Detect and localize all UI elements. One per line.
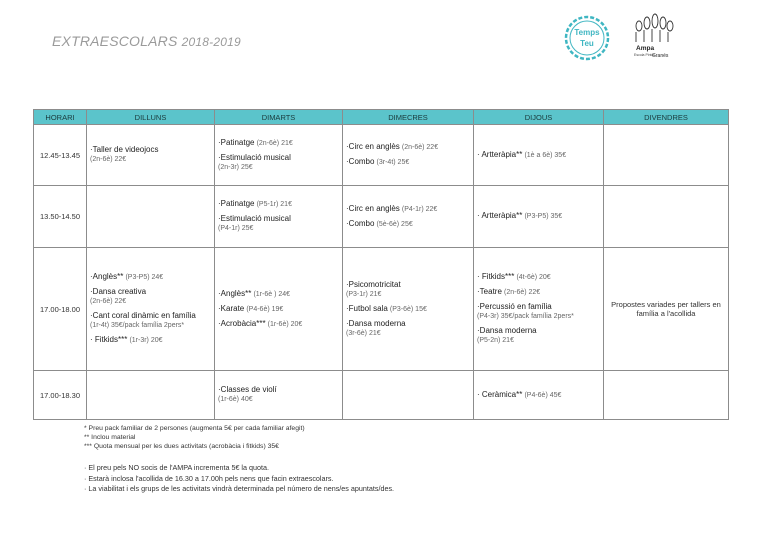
svg-text:Teu: Teu <box>580 39 594 48</box>
activity-name: · Artteràpia** <box>477 149 523 159</box>
activity-entry <box>218 153 339 173</box>
cell-dimarts <box>215 125 343 186</box>
activity-detail: (3r-4t) 25€ <box>376 159 410 166</box>
table-row <box>34 371 729 420</box>
activity-entry <box>90 311 211 331</box>
activity-name: ·Anglès** <box>218 288 252 298</box>
activity-detail: (P3-6è) 15€ <box>389 305 427 313</box>
header-dimecres: DIMECRES <box>343 110 474 125</box>
activity-name: ·Anglès** <box>90 272 124 281</box>
activity-detail: (P5-2n) 21€ <box>477 337 514 344</box>
activity-entry <box>218 304 339 315</box>
activity-entry <box>346 319 470 339</box>
activity-detail: (2n-6è) 22€ <box>90 298 127 305</box>
activity-name: · Fitkids*** <box>477 272 515 281</box>
activity-detail: (1r-6è) 20€ <box>267 320 303 328</box>
general-note: · Estarà inclosa l'acollida de 16.30 a 17.00h pels nens que facin extraescolars. <box>84 473 334 483</box>
activity-entry <box>346 280 470 300</box>
cell-dimarts <box>215 248 343 371</box>
activity-name: ·Dansa moderna <box>346 318 406 328</box>
activity-name: ·Patinatge <box>218 137 255 147</box>
table-row <box>34 186 729 248</box>
general-note: · La viabilitat i els grups de les activitats vindrà determinada pel número de nens/es apuntats/des. <box>84 484 395 493</box>
activity-name: ·Classes de violí <box>218 385 277 394</box>
activity-detail: (3r-6è) 21€ <box>346 329 381 337</box>
activity-entry <box>90 335 211 346</box>
cell-dimecres <box>343 186 474 248</box>
activity-detail: (4t-6è) 20€ <box>516 274 551 281</box>
activity-detail: (2n-6è) 22€ <box>401 144 439 151</box>
footnotes <box>84 424 305 452</box>
activity-name: ·Circ en anglès <box>346 142 400 151</box>
cell-dimecres <box>343 248 474 371</box>
cell-dilluns <box>87 248 215 371</box>
table-row <box>34 125 729 186</box>
table-header-row <box>34 110 729 125</box>
activity-name: · Fitkids*** <box>90 335 128 344</box>
activity-entry <box>477 302 600 322</box>
activity-name: ·Karate <box>218 303 245 313</box>
activity-name: ·Dansa creativa <box>90 287 147 296</box>
activity-detail: (2n-6è) 21€ <box>256 139 293 147</box>
header-horari: HORARI <box>34 110 87 125</box>
activity-detail: (5è-6è) 25€ <box>376 220 413 228</box>
activity-name: ·Percussió en família <box>477 302 552 311</box>
activity-name: ·Cant coral dinàmic en família <box>90 311 196 320</box>
schedule-table <box>33 109 729 420</box>
activity-entry <box>218 319 339 330</box>
svg-text:Temps: Temps <box>574 28 600 37</box>
activity-detail: (P3-1r) 21€ <box>346 290 382 298</box>
footnote: *** Quota mensual per les dues activitats (acrobàcia i fitkids) 35€ <box>84 443 279 451</box>
activity-detail: (1r-4t) 35€/pack família 2pers* <box>90 322 185 329</box>
activity-name: ·Estimulació musical <box>218 214 291 223</box>
cell-dijous <box>474 186 604 248</box>
cell-divendres <box>604 186 729 248</box>
activity-name: ·Acrobàcia*** <box>218 318 266 328</box>
activity-entry <box>90 145 211 165</box>
activity-name: ·Estimulació musical <box>218 152 291 162</box>
cell-dilluns <box>87 186 215 248</box>
activity-detail: (P5-1r) 21€ <box>256 201 292 208</box>
activity-name: ·Patinatge <box>218 199 255 208</box>
activity-detail: (P4-3r) 35€/pack família 2pers* <box>477 313 574 320</box>
svg-text:Granés: Granés <box>652 53 669 59</box>
activity-detail: (2n-6è) 22€ <box>504 289 541 296</box>
svg-text:Ampa: Ampa <box>636 45 655 52</box>
activity-entry <box>218 199 339 210</box>
cell-dijous <box>474 371 604 420</box>
activity-detail: (1r-6è ) 24€ <box>253 290 291 298</box>
cell-dimecres <box>343 125 474 186</box>
activity-entry <box>90 272 211 283</box>
header-dilluns: DILLUNS <box>87 110 215 125</box>
activity-detail: (P4-6è) 45€ <box>524 391 562 399</box>
activity-entry <box>477 211 600 222</box>
activity-entry <box>218 138 339 149</box>
activity-entry <box>346 142 470 153</box>
table-row <box>34 248 729 371</box>
activity-detail: (1è a 6è) 35€ <box>524 151 567 159</box>
footnote: ** Inclou material <box>84 434 136 442</box>
time-cell: 17.00-18.30 <box>34 371 87 420</box>
activity-name: · Ceràmica** <box>477 389 523 399</box>
cell-divendres: Propostes variades per tallers en família a l'acollida <box>604 248 729 371</box>
page-title: EXTRAESCOLARS 2018-2019 <box>52 33 241 49</box>
header-divendres: DIVENDRES <box>604 110 729 125</box>
time-cell: 12.45-13.45 <box>34 125 87 186</box>
temps-teu-logo <box>563 14 611 62</box>
footnote: * Preu pack familiar de 2 persones (augmenta 5€ per cada familiar afegit) <box>84 425 305 432</box>
activity-entry <box>477 390 600 401</box>
activity-entry <box>346 204 470 215</box>
activity-entry <box>218 289 339 300</box>
activity-detail: (P3-P5) 35€ <box>524 213 563 220</box>
activity-entry <box>346 304 470 315</box>
activity-entry <box>477 326 600 346</box>
activity-name: ·Dansa moderna <box>477 326 537 335</box>
cell-dilluns <box>87 125 215 186</box>
general-notes <box>84 463 394 495</box>
activity-name: ·Circ en anglès <box>346 203 400 213</box>
activity-detail: (P4-6è) 19€ <box>246 305 284 313</box>
cell-dimarts <box>215 371 343 420</box>
activity-name: ·Taller de videojocs <box>90 145 159 154</box>
activity-detail: (2n-6è) 22€ <box>90 156 127 163</box>
activity-entry <box>477 272 600 283</box>
activity-entry <box>90 287 211 307</box>
cell-dijous <box>474 248 604 371</box>
cell-dimecres <box>343 371 474 420</box>
activity-entry <box>477 287 600 298</box>
general-note: · El preu pels NO socis de l'AMPA incrementa 5€ la quota. <box>84 463 270 472</box>
activity-name: ·Combo <box>346 157 375 166</box>
activity-name: ·Teatre <box>477 287 502 296</box>
cell-dimarts <box>215 186 343 248</box>
header-dimarts: DIMARTS <box>215 110 343 125</box>
activity-name: ·Futbol sala <box>346 303 388 313</box>
activity-detail: (P4-1r) 25€ <box>218 225 254 232</box>
cell-divendres <box>604 371 729 420</box>
time-cell: 17.00-18.00 <box>34 248 87 371</box>
activity-name: ·Combo <box>346 218 375 228</box>
activity-detail: (P4-1r) 22€ <box>401 205 438 213</box>
activity-detail: (1r-3r) 20€ <box>129 337 163 344</box>
activity-name: · Artteràpia** <box>477 211 523 220</box>
header-dijous: DIJOUS <box>474 110 604 125</box>
activity-entry <box>477 150 600 161</box>
activity-entry <box>346 157 470 168</box>
activity-entry <box>218 214 339 234</box>
activity-entry <box>218 385 339 405</box>
activity-detail: (P3-P5) 24€ <box>125 274 164 281</box>
activity-detail: (2n-3r) 25€ <box>218 163 253 171</box>
activity-name: ·Psicomotricitat <box>346 279 401 289</box>
cell-dijous <box>474 125 604 186</box>
cell-divendres <box>604 125 729 186</box>
svg-text:Escola Pintor: Escola Pintor <box>634 53 655 57</box>
cell-dilluns <box>87 371 215 420</box>
ampa-logo <box>630 12 678 62</box>
activity-detail: (1r-6è) 40€ <box>218 396 253 403</box>
activity-entry <box>346 219 470 230</box>
time-cell: 13.50-14.50 <box>34 186 87 248</box>
